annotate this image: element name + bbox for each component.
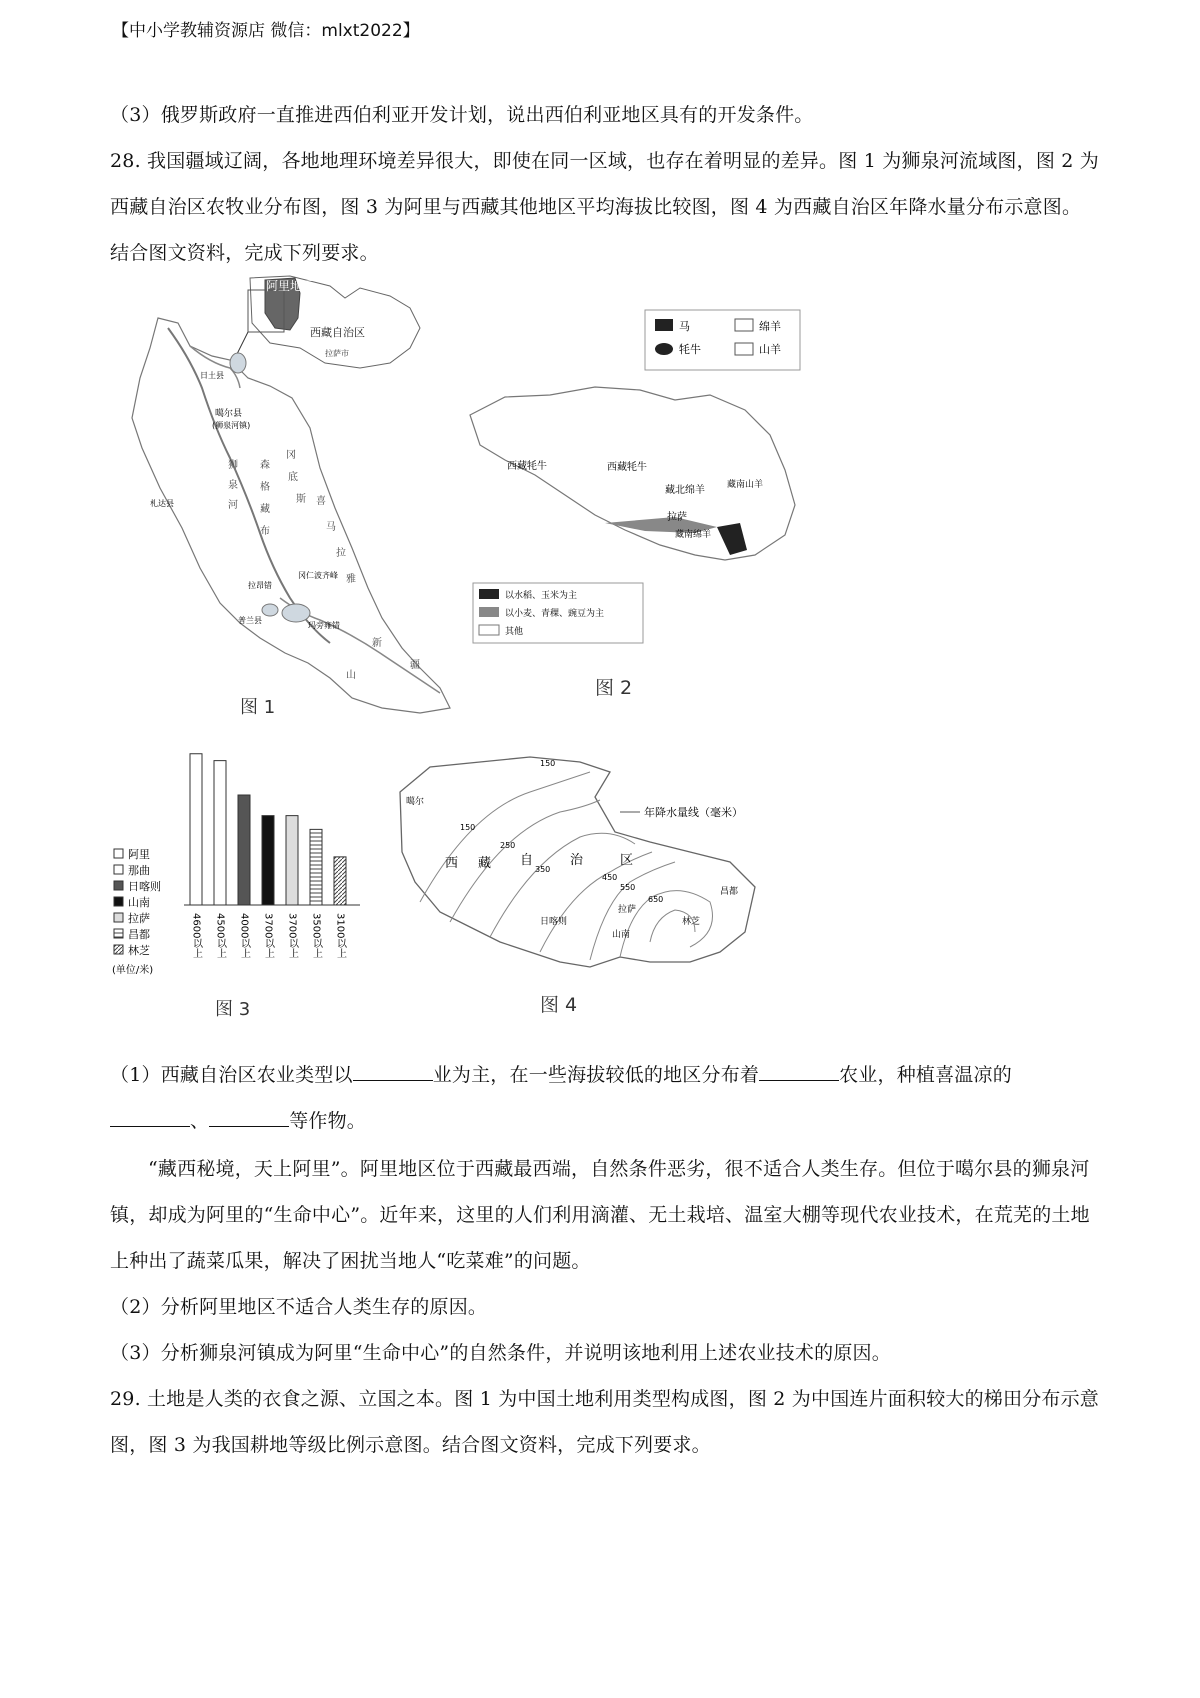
legend-label-5: 昌都 <box>128 928 150 941</box>
label-south-sheep: 藏南绵羊 <box>675 530 712 540</box>
q28-sub2: （2）分析阿里地区不适合人类生存的原因。 <box>110 1296 488 1318</box>
svg-text:森: 森 <box>260 460 270 471</box>
place-laang: 拉昂错 <box>248 581 272 590</box>
legend-swatch-0 <box>114 849 123 858</box>
place-mapam: 玛旁雍错 <box>308 621 340 630</box>
label-yak-central: 西藏牦牛 <box>607 462 647 473</box>
legend-swatch-4 <box>114 913 123 922</box>
isoline-250: 250 <box>500 841 516 850</box>
svg-text:泉: 泉 <box>228 480 238 491</box>
bar-tick-label-5: 3500以上 <box>310 913 322 959</box>
label-lhasa: 拉萨 <box>667 512 687 523</box>
figure-2-caption: 图 2 <box>595 677 633 699</box>
bar-tick-label-0: 4600以上 <box>190 913 202 959</box>
svg-text:绵羊: 绵羊 <box>759 320 781 333</box>
q29-stem: 29. 土地是人类的衣食之源、立国之本。图 1 为中国土地利用类型构成图，图 2 为中国连片面积较大的梯田分布示意图，图 3 为我国耕地等级比例示意图。结合图文资料，完成下列要求。 <box>110 1388 1099 1456</box>
label-north-sheep: 藏北绵羊 <box>665 485 705 496</box>
svg-text:布: 布 <box>260 526 270 537</box>
bar-tick-label-3: 3700以上 <box>262 913 274 959</box>
answer-blank-3[interactable] <box>110 1108 190 1127</box>
place-zhada: 札达县 <box>150 499 174 508</box>
bar-那曲 <box>214 761 226 905</box>
isoline-550: 550 <box>620 883 636 892</box>
svg-text:马: 马 <box>679 320 690 333</box>
label-lhasa: 拉萨 <box>618 905 637 915</box>
svg-text:治: 治 <box>570 853 584 868</box>
svg-text:马: 马 <box>326 522 336 533</box>
legend-swatch-2 <box>114 881 123 890</box>
label-gaer: 噶尔 <box>406 797 425 807</box>
lake-laangcuo <box>262 604 278 616</box>
legend-swatch-6 <box>114 945 123 954</box>
isoline-150: 150 <box>460 823 476 832</box>
bar-山南 <box>262 816 274 905</box>
svg-text:拉: 拉 <box>336 548 346 559</box>
answer-blank-4[interactable] <box>209 1108 289 1127</box>
answer-blank-2[interactable] <box>759 1062 839 1081</box>
svg-text:其他: 其他 <box>505 627 524 637</box>
label-qamdo: 昌都 <box>720 887 739 897</box>
fig4-legend: 年降水量线（毫米） <box>644 806 743 819</box>
legend-label-0: 阿里 <box>128 848 150 861</box>
bar-阿里 <box>190 754 202 905</box>
label-shigatse: 日喀则 <box>540 917 568 927</box>
place-shiquanhe: (狮泉河镇) <box>212 421 251 430</box>
isoline-350: 350 <box>535 865 551 874</box>
bar-日喀则 <box>238 795 250 905</box>
svg-text:以水稻、玉米为主: 以水稻、玉米为主 <box>505 591 578 601</box>
legend-label-1: 那曲 <box>128 864 150 877</box>
svg-text:山: 山 <box>346 670 356 681</box>
legend-swatch-3 <box>114 897 123 906</box>
bar-tick-label-2: 4000以上 <box>238 913 250 959</box>
bar-拉萨 <box>286 816 298 905</box>
figure-2-map <box>455 305 805 650</box>
figure-3-caption: 图 3 <box>215 999 251 1020</box>
bar-昌都 <box>310 829 322 905</box>
fig3-unit: (单位/米) <box>112 965 154 976</box>
figure-3-chart <box>110 735 370 995</box>
bar-林芝 <box>334 857 346 905</box>
svg-text:牦牛: 牦牛 <box>679 343 701 356</box>
bar-tick-label-4: 3700以上 <box>286 913 298 959</box>
svg-text:藏: 藏 <box>478 856 492 871</box>
svg-text:新: 新 <box>372 638 382 649</box>
label-shannan: 山南 <box>612 930 631 940</box>
svg-text:格: 格 <box>260 482 270 493</box>
isoline-150-top: 150 <box>540 759 556 768</box>
page-header: 【中小学教辅资源店 微信：mlxt2022】 <box>112 21 420 41</box>
svg-text:区: 区 <box>620 853 634 868</box>
svg-text:山羊: 山羊 <box>759 343 781 356</box>
place-gaer: 噶尔县 <box>215 409 243 419</box>
horse-icon <box>655 319 673 331</box>
svg-text:以小麦、青稞、豌豆为主: 以小麦、青稞、豌豆为主 <box>505 609 605 619</box>
label-yak-west: 西藏牦牛 <box>507 461 547 472</box>
legend-swatch-5 <box>114 929 123 938</box>
isoline-450: 450 <box>602 873 618 882</box>
q28-sub1: （1）西藏自治区农业类型以 业为主，在一些海拔较低的地区分布着 农业，种植喜温凉的 、 等作物。 <box>110 1064 1012 1132</box>
legend-label-3: 山南 <box>128 896 150 909</box>
q27-sub3: （3）俄罗斯政府一直推进西伯利亚开发计划，说出西伯利亚地区具有的开发条件。 <box>110 104 814 126</box>
place-ritu: 日土县 <box>200 371 224 380</box>
lake-mapangyongcuo <box>282 604 310 622</box>
figure-4-map <box>390 752 775 987</box>
figure-4-caption: 图 4 <box>540 994 578 1016</box>
svg-text:狮: 狮 <box>228 460 238 471</box>
svg-text:冈: 冈 <box>286 450 296 461</box>
svg-text:斯: 斯 <box>296 494 306 505</box>
bar-tick-label-6: 3100以上 <box>334 913 346 959</box>
inset-tibet-label: 西藏自治区 <box>310 326 365 339</box>
svg-text:底: 底 <box>288 472 298 483</box>
legend-swatch-1 <box>114 865 123 874</box>
place-kailash: 冈仁波齐峰 <box>298 571 338 580</box>
svg-text:自: 自 <box>520 853 534 868</box>
legend-label-4: 拉萨 <box>128 912 150 925</box>
q28-sub3: （3）分析狮泉河镇成为阿里“生命中心”的自然条件，并说明该地利用上述农业技术的原因。 <box>110 1342 891 1364</box>
svg-text:藏: 藏 <box>260 504 270 515</box>
svg-text:西: 西 <box>445 856 459 871</box>
yak-icon <box>655 343 673 355</box>
q28-stem: 28. 我国疆域辽阔，各地地理环境差异很大，即使在同一区域，也存在着明显的差异。图 1 为狮泉河流域图，图 2 为西藏自治区农牧业分布图，图 3 为阿里与西藏其他地区平均海拔比较图，图 4 为西藏自治区年降水量分布示意图。结合图文资料，完成下列要求。 <box>110 150 1099 264</box>
legend-label-2: 日喀则 <box>128 880 161 893</box>
inset-city-label: 拉萨市 <box>325 349 349 358</box>
label-nyingchi: 林芝 <box>682 917 701 927</box>
q28-passage: “藏西秘境，天上阿里”。阿里地区位于西藏最西端，自然条件恶劣，很不适合人类生存。但位于噶尔县的狮泉河镇，却成为阿里的“生命中心”。近年来，这里的人们利用滴灌、无土栽培、温室大棚等现代农业技术，在荒芜的土地上种出了蔬菜瓜果，解决了困扰当地人“吃菜难”的问题。 <box>110 1158 1090 1272</box>
figure-1-map <box>120 268 465 723</box>
label-south-goat: 藏南山羊 <box>727 480 764 490</box>
legend-label-6: 林芝 <box>128 944 150 957</box>
svg-text:喜: 喜 <box>316 496 326 507</box>
answer-blank-1[interactable] <box>353 1062 433 1081</box>
inset-region-label: 阿里地区 <box>266 279 315 293</box>
place-pulan: 普兰县 <box>238 616 262 625</box>
isoline-650: 650 <box>648 895 664 904</box>
svg-text:疆: 疆 <box>410 660 420 671</box>
figure-1-caption: 图 1 <box>240 697 276 718</box>
svg-text:河: 河 <box>228 500 238 511</box>
svg-text:雅: 雅 <box>346 574 356 585</box>
bar-tick-label-1: 4500以上 <box>214 913 226 959</box>
